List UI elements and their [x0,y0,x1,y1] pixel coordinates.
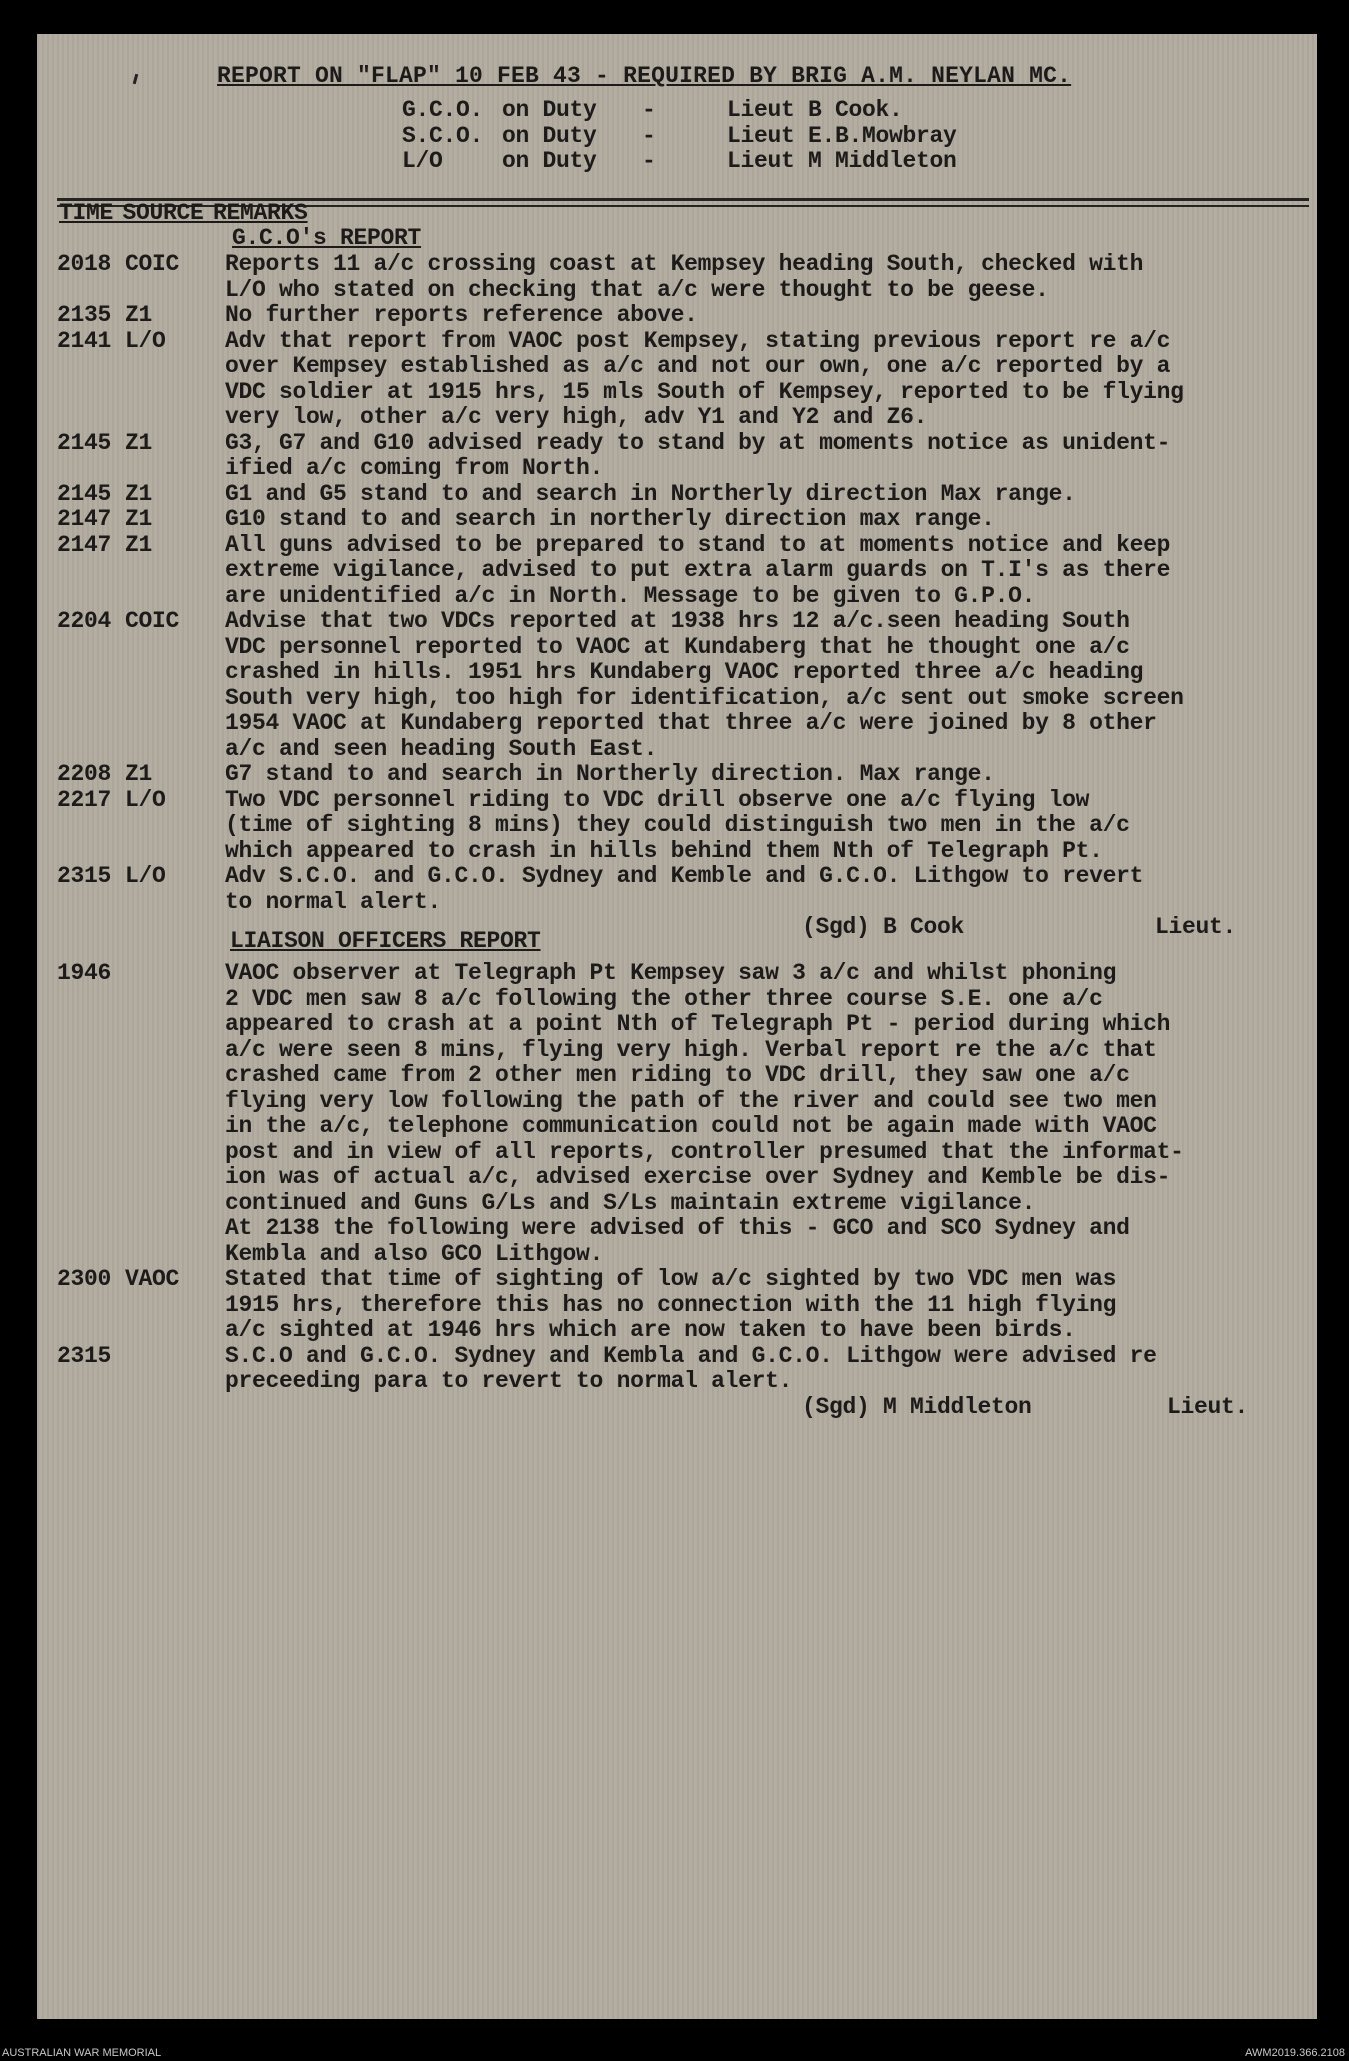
duty-status: on Duty [502,148,597,174]
log-entry [37,864,1317,915]
duty-name: Lieut E.B.Mowbray [727,122,957,149]
remark-line: flying very low following the path of the river and could see two men [225,1087,1157,1114]
entry-source: Z1 [125,506,153,532]
remark-line: ion was of actual a/c, advised exercise over Sydney and Kemble be dis- [225,1164,1171,1190]
entry-source: Z1 [125,302,153,328]
log-entry [37,303,1317,329]
entry-time: 2204 [57,608,112,634]
column-headers: TIME SOURCE REMARKS [59,200,308,226]
log-entry [37,252,1317,303]
remark-line: crashed in hills. 1951 hrs Kundaberg VAOC reported three a/c heading [225,659,1144,685]
remark-line: Adv that report from VAOC post Kempsey, stating previous report re a/c [225,327,1171,354]
entry-remarks [225,303,1317,329]
signature-rank: Lieut. [1155,914,1237,940]
duty-name: Lieut B Cook. [727,97,903,123]
remark-line: are unidentified a/c in North. Message to be given to G.P.O. [225,582,1036,609]
entry-time: 2217 [57,786,112,813]
remark-line: post and in view of all reports, controller presumed that the informat- [225,1138,1184,1165]
entry-source: Z1 [125,429,153,456]
remark-line: VDC personnel reported to VAOC at Kundaberg that he thought one a/c [225,633,1130,660]
duty-status: on Duty [502,122,597,149]
entry-time: 2147 [57,531,112,558]
remark-line: VAOC observer at Telegraph Pt Kempsey saw 3 a/c and whilst phoning [225,960,1117,986]
entry-source: L/O [125,863,166,889]
remark-line: extreme vigilance, advised to put extra alarm guards on T.I's as there [225,557,1171,583]
duty-row [402,98,1027,124]
entry-source: Z1 [125,531,153,558]
duty-dash: - [642,122,656,149]
remark-line: Stated that time of sighting of low a/c sighted by two VDC men was [225,1266,1117,1292]
remark-line: continued and Guns G/Ls and S/Ls maintain extreme vigilance. [225,1189,1036,1216]
remark-line: which appeared to crash in hills behind them Nth of Telegraph Pt. [225,837,1103,864]
remark-line: 1954 VAOC at Kundaberg reported that three a/c were joined by 8 other [225,710,1157,736]
entry-source: Z1 [125,480,153,507]
entry-remarks [225,329,1317,431]
report-title: REPORT ON "FLAP" 10 FEB 43 - REQUIRED BY BRIG A.M. NEYLAN MC. [217,63,1072,89]
duty-status: on Duty [502,97,597,123]
entry-source [125,961,225,1267]
remark-line: Two VDC personnel riding to VDC drill observe one a/c flying low [225,786,1090,813]
duty-dash: - [642,148,656,174]
punch-mark [133,74,138,84]
duty-role: G.C.O. [402,97,484,123]
signature-line [37,1395,1317,1421]
remark-line: ified a/c coming from North. [225,455,604,481]
entry-remarks [225,431,1317,482]
entry-source: L/O [125,786,166,813]
log-entry [37,609,1317,762]
entry-source: COIC [125,608,180,634]
duty-dash: - [642,97,656,123]
remark-line: G1 and G5 stand to and search in Northerly direction Max range. [225,480,1076,507]
log-entry [37,762,1317,788]
log-entry [37,507,1317,533]
remark-line: crashed came from 2 other men riding to VDC drill, they saw one a/c [225,1062,1130,1088]
remark-line: S.C.O and G.C.O. Sydney and Kembla and G.C.O. Lithgow were advised re [225,1342,1157,1369]
entry-source: VAOC [125,1266,180,1292]
remark-line: G10 stand to and search in northerly direction max range. [225,506,995,532]
entry-source [125,1344,225,1395]
remark-line: G7 stand to and search in Northerly direction. Max range. [225,761,995,787]
log-entry [37,1344,1317,1395]
entry-source: Z1 [125,761,153,787]
remark-line: No further reports reference above. [225,302,698,328]
remark-line: G3, G7 and G10 advised ready to stand by at moments notice as unident- [225,429,1171,456]
remark-line: At 2138 the following were advised of this - GCO and SCO Sydney and [225,1215,1130,1241]
entry-remarks [225,1344,1317,1395]
remark-line: to normal alert. [225,888,442,915]
remark-line: Kembla and also GCO Lithgow. [225,1240,604,1267]
duty-role: L/O [402,148,443,174]
remark-line: preceeding para to revert to normal alert. [225,1368,793,1394]
entry-time: 2315 [57,863,112,889]
log-entry [37,482,1317,508]
gco-report-heading: G.C.O's REPORT [232,225,422,251]
archive-reference: AWM2019.366.2108 [1245,2047,1345,2059]
liaison-report-entries [37,961,1317,1420]
signature-rank: Lieut. [1167,1393,1249,1420]
duty-officers [402,98,1027,175]
entry-remarks [225,762,1317,788]
entry-remarks [225,864,1317,915]
signature: (Sgd) M Middleton [802,1393,1032,1420]
log-entry [37,431,1317,482]
remark-line: a/c and seen heading South East. [225,735,658,762]
log-entry [37,533,1317,610]
remark-line: appeared to crash at a point Nth of Telegraph Pt - period during which [225,1011,1171,1037]
remark-line: a/c sighted at 1946 hrs which are now taken to have been birds. [225,1317,1076,1343]
duty-row [402,124,1027,150]
entry-time: 2300 [57,1266,112,1292]
entry-source: L/O [125,327,166,354]
remark-line: 2 VDC men saw 8 a/c following the other three course S.E. one a/c [225,985,1103,1012]
log-entry [37,1267,1317,1344]
remark-line: Reports 11 a/c crossing coast at Kempsey heading South, checked with [225,251,1144,277]
log-entry [37,329,1317,431]
signature: (Sgd) B Cook [802,914,965,940]
report-page [37,34,1317,2019]
remark-line: over Kempsey established as a/c and not our own, one a/c reported by a [225,353,1171,379]
remark-line: L/O who stated on checking that a/c were thought to be geese. [225,276,1049,303]
remark-line: 1915 hrs, therefore this has no connection with the 11 high flying [225,1291,1117,1318]
entry-remarks [225,961,1317,1267]
entry-time: 2315 [57,1342,112,1369]
remark-line: Advise that two VDCs reported at 1938 hrs 12 a/c.seen heading South [225,608,1130,634]
entry-time: 2135 [57,302,112,328]
entry-time: 2145 [57,480,112,507]
duty-name: Lieut M Middleton [727,148,957,174]
remark-line: (time of sighting 8 mins) they could distinguish two men in the a/c [225,812,1130,838]
entry-time: 2145 [57,429,112,456]
remark-line: very low, other a/c very high, adv Y1 and Y2 and Z6. [225,404,928,430]
duty-row [402,149,1027,175]
entry-time: 2141 [57,327,112,354]
remark-line: Adv S.C.O. and G.C.O. Sydney and Kemble and G.C.O. Lithgow to revert [225,863,1144,889]
entry-remarks [225,507,1317,533]
liaison-report-heading: LIAISON OFFICERS REPORT [230,928,541,954]
entry-remarks [225,1267,1317,1344]
entry-time: 2018 [57,251,112,277]
remark-line: a/c were seen 8 mins, flying very high. Verbal report re the a/c that [225,1036,1157,1063]
signature-line [37,915,1317,941]
archive-credit: AUSTRALIAN WAR MEMORIAL [2,2047,162,2059]
remark-line: VDC soldier at 1915 hrs, 15 mls South of Kempsey, reported to be flying [225,378,1184,405]
entry-remarks [225,252,1317,303]
entry-remarks [225,788,1317,865]
entry-time: 2208 [57,761,112,787]
entry-time: 1946 [57,960,112,986]
entry-remarks [225,533,1317,610]
log-entry [37,788,1317,865]
entry-remarks [225,609,1317,762]
entry-source: COIC [125,251,180,277]
entry-remarks [225,482,1317,508]
duty-role: S.C.O. [402,122,484,149]
remark-line: All guns advised to be prepared to stand to at moments notice and keep [225,531,1171,558]
remark-line: South very high, too high for identification, a/c sent out smoke screen [225,684,1184,711]
entry-time: 2147 [57,506,112,532]
log-entry [37,961,1317,1267]
gco-report-entries [37,252,1317,941]
remark-line: in the a/c, telephone communication could not be again made with VAOC [225,1113,1157,1139]
